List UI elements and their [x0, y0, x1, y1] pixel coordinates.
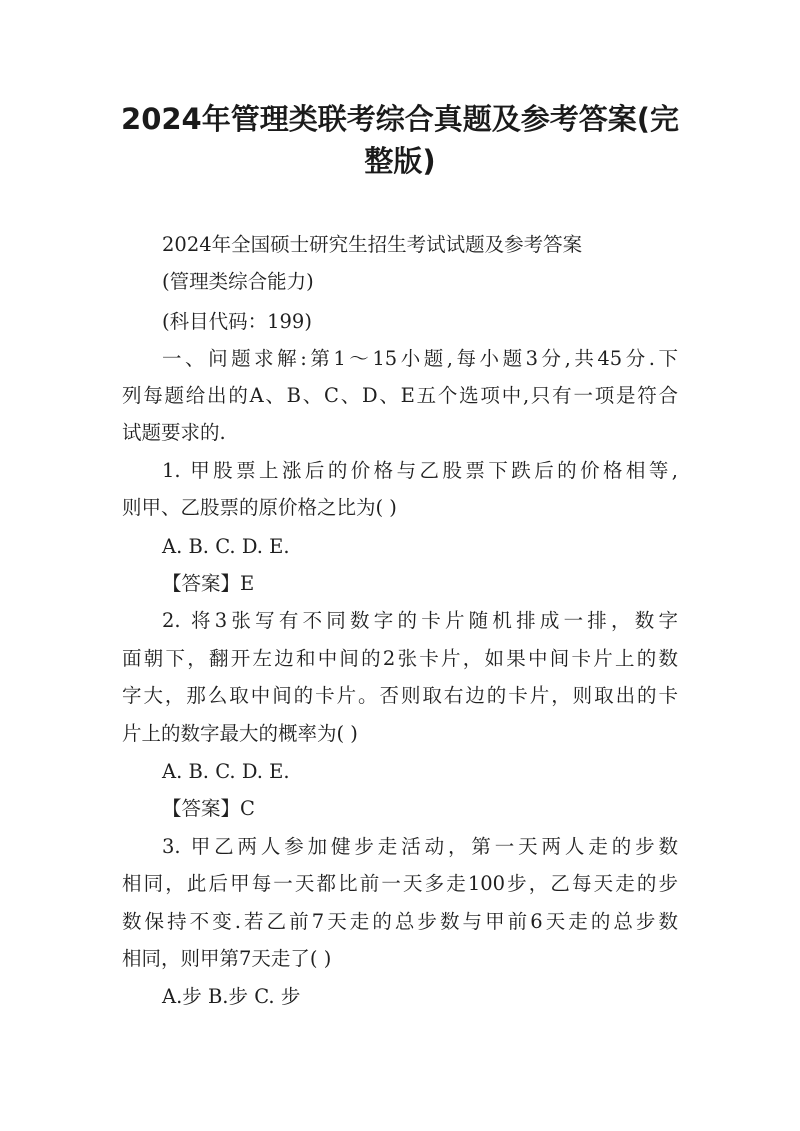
question-3-text: 数保持不变.若乙前7天走的总步数与甲前6天走的总步数	[122, 910, 678, 933]
section-instruction-line: 列每题给出的A、B、C、D、E五个选项中,只有一项是符合	[122, 384, 678, 407]
question-2-text: 面朝下，翻开左边和中间的2张卡片，如果中间卡片上的数	[122, 647, 678, 670]
exam-heading: 2024年全国硕士研究生招生考试试题及参考答案	[162, 233, 583, 256]
document-title-line-2: 整版)	[364, 144, 436, 178]
document-title-line-1: 2024年管理类联考综合真题及参考答案(完	[121, 102, 679, 136]
exam-subject: (管理类综合能力)	[162, 270, 314, 293]
question-3-text: 相同，则甲第7天走了( )	[122, 947, 332, 970]
section-instruction-line: 试题要求的.	[122, 421, 226, 444]
question-2-options: A. B. C. D. E.	[162, 760, 290, 783]
question-2-text: 2. 将3张写有不同数字的卡片随机排成一排，数字	[162, 609, 678, 632]
question-1-options: A. B. C. D. E.	[162, 535, 290, 558]
question-2-text: 片上的数字最大的概率为( )	[122, 722, 358, 745]
question-2-text: 字大，那么取中间的卡片。否则取右边的卡片，则取出的卡	[122, 684, 678, 707]
question-3-options: A.步 B.步 C. 步	[162, 985, 301, 1008]
question-3-text: 3. 甲乙两人参加健步走活动，第一天两人走的步数	[162, 835, 678, 858]
question-1-text: 1. 甲股票上涨后的价格与乙股票下跌后的价格相等,	[162, 459, 678, 482]
section-instruction-line: 一、问题求解:第1～15小题,每小题3分,共45分.下	[162, 347, 678, 370]
question-3-text: 相同，此后甲每一天都比前一天多走100步，乙每天走的步	[122, 872, 678, 895]
exam-code: (科目代码：199)	[162, 310, 312, 333]
question-1-text: 则甲、乙股票的原价格之比为( )	[122, 496, 397, 519]
question-2-answer: 【答案】C	[162, 797, 255, 820]
question-1-answer: 【答案】E	[162, 572, 255, 595]
